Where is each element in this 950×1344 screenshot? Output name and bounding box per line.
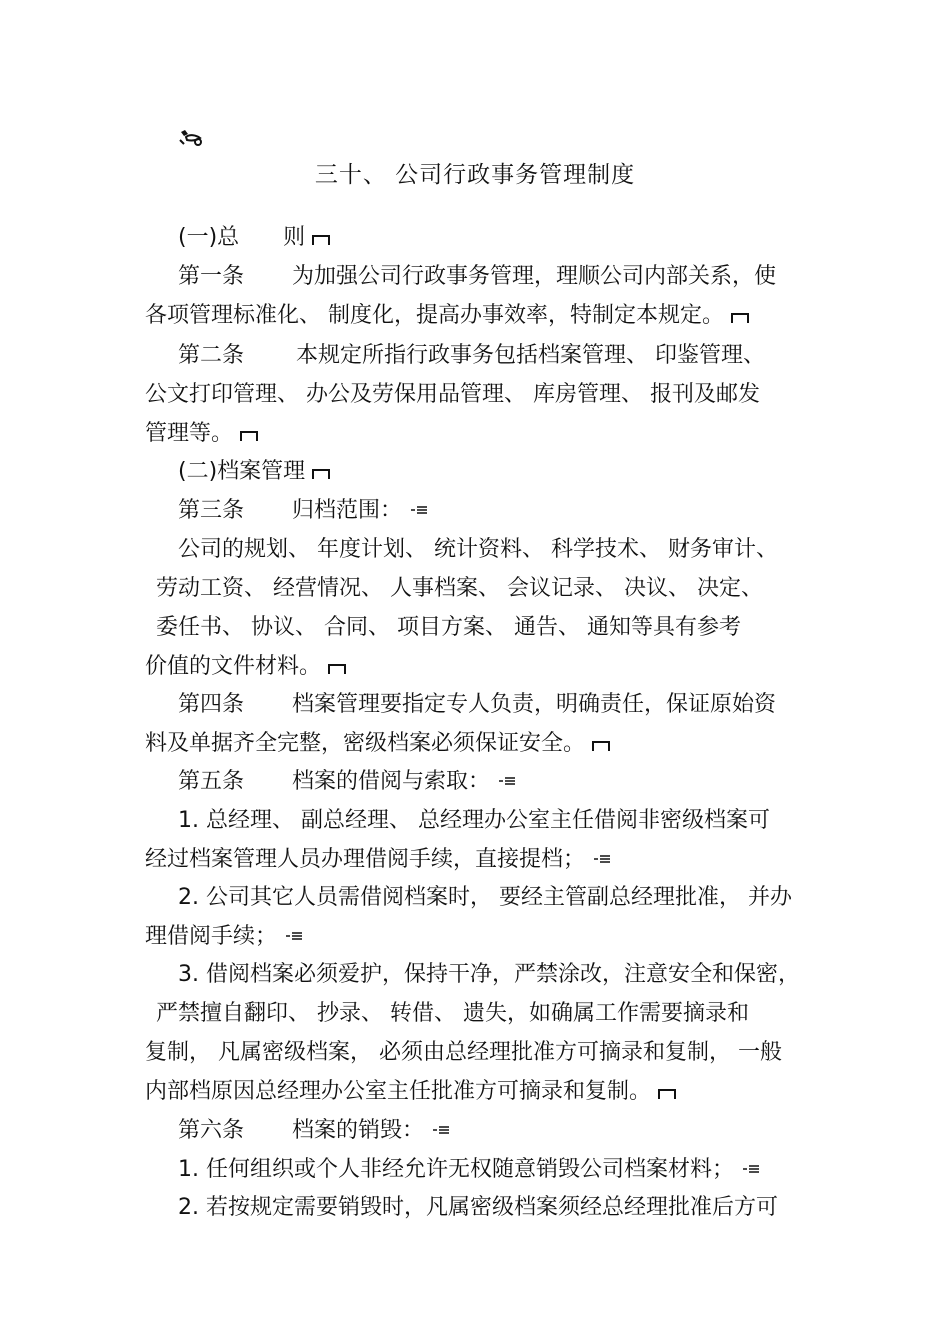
article-5-item-2-line-2 — [145, 922, 825, 952]
line-break-icon — [742, 1163, 760, 1175]
article-5-item-1-line-1 — [178, 806, 858, 836]
section-heading-general — [178, 223, 858, 253]
list-item-text: 理借阅手续； — [145, 924, 278, 949]
paragraph-return-icon — [311, 232, 331, 246]
list-item-text: 1. 总经理、 副总经理、 总经理办公室主任借阅非密级档案可 — [178, 808, 770, 833]
article-label: 第二条 — [178, 343, 245, 368]
article-text: 料及单据齐全完整，密级档案必须保证安全。 — [145, 731, 586, 756]
scope-text: 价值的文件材料。 — [145, 654, 322, 679]
article-text: 档案的借阅与索取： — [292, 769, 491, 794]
line-break-icon — [593, 853, 611, 865]
article-4-line-1 — [178, 690, 858, 720]
list-item-text: 复制， 凡属密级档案， 必须由总经理批准方可摘录和复制， 一般 — [145, 1040, 782, 1065]
article-label: 第六条 — [178, 1118, 245, 1143]
article-6-item-1 — [178, 1155, 858, 1185]
paragraph-return-icon — [239, 428, 259, 442]
line-break-icon — [410, 504, 428, 516]
article-text: 各项管理标准化、 制度化，提高办事效率，特制定本规定。 — [145, 303, 724, 328]
section-heading-text: (二)档案管理 — [178, 459, 306, 484]
list-item-text: 2. 公司其它人员需借阅档案时， 要经主管副总经理批准， 并办 — [178, 885, 792, 910]
article-label: 第五条 — [178, 769, 245, 794]
scope-text: 公司的规划、 年度计划、 统计资料、 科学技术、 财务审计、 — [178, 537, 778, 562]
article-2-line-2 — [145, 380, 825, 410]
article-5-line-1 — [178, 767, 858, 797]
scope-text: 劳动工资、 经营情况、 人事档案、 会议记录、 决议、 决定、 — [156, 576, 763, 601]
list-item-text: 2. 若按规定需要销毁时，凡属密级档案须经总经理批准后方可 — [178, 1195, 778, 1220]
scope-line-4 — [145, 652, 825, 682]
article-6-item-2 — [178, 1193, 858, 1223]
article-2-line-1 — [178, 341, 858, 371]
article-text: 为加强公司行政事务管理，理顺公司内部关系，使 — [292, 264, 777, 289]
article-5-item-3-line-1 — [178, 960, 858, 990]
paragraph-return-icon — [311, 466, 331, 480]
line-break-icon — [432, 1124, 450, 1136]
list-item-text: 经过档案管理人员办理借阅手续，直接提档； — [145, 847, 586, 872]
section-heading-text: (一)总 — [178, 225, 240, 250]
list-item-text: 严禁擅自翻印、 抄录、 转借、 遗失，如确属工作需要摘录和 — [156, 1001, 749, 1026]
article-6-line-1 — [178, 1116, 858, 1146]
list-item-text: 1. 任何组织或个人非经允许无权随意销毁公司档案材料； — [178, 1157, 734, 1182]
paragraph-return-icon — [327, 661, 347, 675]
article-5-item-3-line-4 — [145, 1077, 825, 1107]
section-heading-archives — [178, 457, 858, 487]
document-title: 三十、 公司行政事务管理制度 — [314, 162, 636, 188]
article-text: 档案的销毁： — [292, 1118, 425, 1143]
line-break-icon — [285, 930, 303, 942]
article-label: 第一条 — [178, 264, 245, 289]
article-2-line-3 — [145, 419, 825, 449]
article-label: 第四条 — [178, 692, 245, 717]
paragraph-return-icon — [730, 310, 750, 324]
article-5-item-3-line-2 — [156, 999, 836, 1029]
article-1-line-2 — [145, 301, 825, 331]
article-text: 归档范围： — [292, 498, 403, 523]
article-5-item-2-line-1 — [178, 883, 858, 913]
article-text: 管理等。 — [145, 421, 234, 446]
article-text: 档案管理要指定专人负责，明确责任，保证原始资 — [292, 692, 777, 717]
list-item-text: 3. 借阅档案必须爱护，保持干净，严禁涂改，注意安全和保密， — [178, 962, 800, 987]
article-text: 公文打印管理、 办公及劳保用品管理、 库房管理、 报刊及邮发 — [145, 382, 760, 407]
article-5-item-3-line-3 — [145, 1038, 825, 1068]
section-heading-tail: 则 — [283, 225, 306, 250]
decorative-corner-icon — [178, 128, 206, 148]
paragraph-return-icon — [657, 1086, 677, 1100]
article-label: 第三条 — [178, 498, 245, 523]
paragraph-return-icon — [591, 738, 611, 752]
list-item-text: 内部档原因总经理办公室主任批准方可摘录和复制。 — [145, 1079, 652, 1104]
article-5-item-1-line-2 — [145, 845, 825, 875]
article-3-line-1 — [178, 496, 858, 526]
scope-line-1 — [178, 535, 858, 565]
scope-text: 委任书、 协议、 合同、 项目方案、 通告、 通知等具有参考 — [156, 615, 741, 640]
line-break-icon — [498, 775, 516, 787]
article-4-line-2 — [145, 729, 825, 759]
scope-line-2 — [156, 574, 836, 604]
article-1-line-1 — [178, 262, 858, 292]
article-text: 本规定所指行政事务包括档案管理、 印鉴管理、 — [296, 343, 766, 368]
scope-line-3 — [156, 613, 836, 643]
